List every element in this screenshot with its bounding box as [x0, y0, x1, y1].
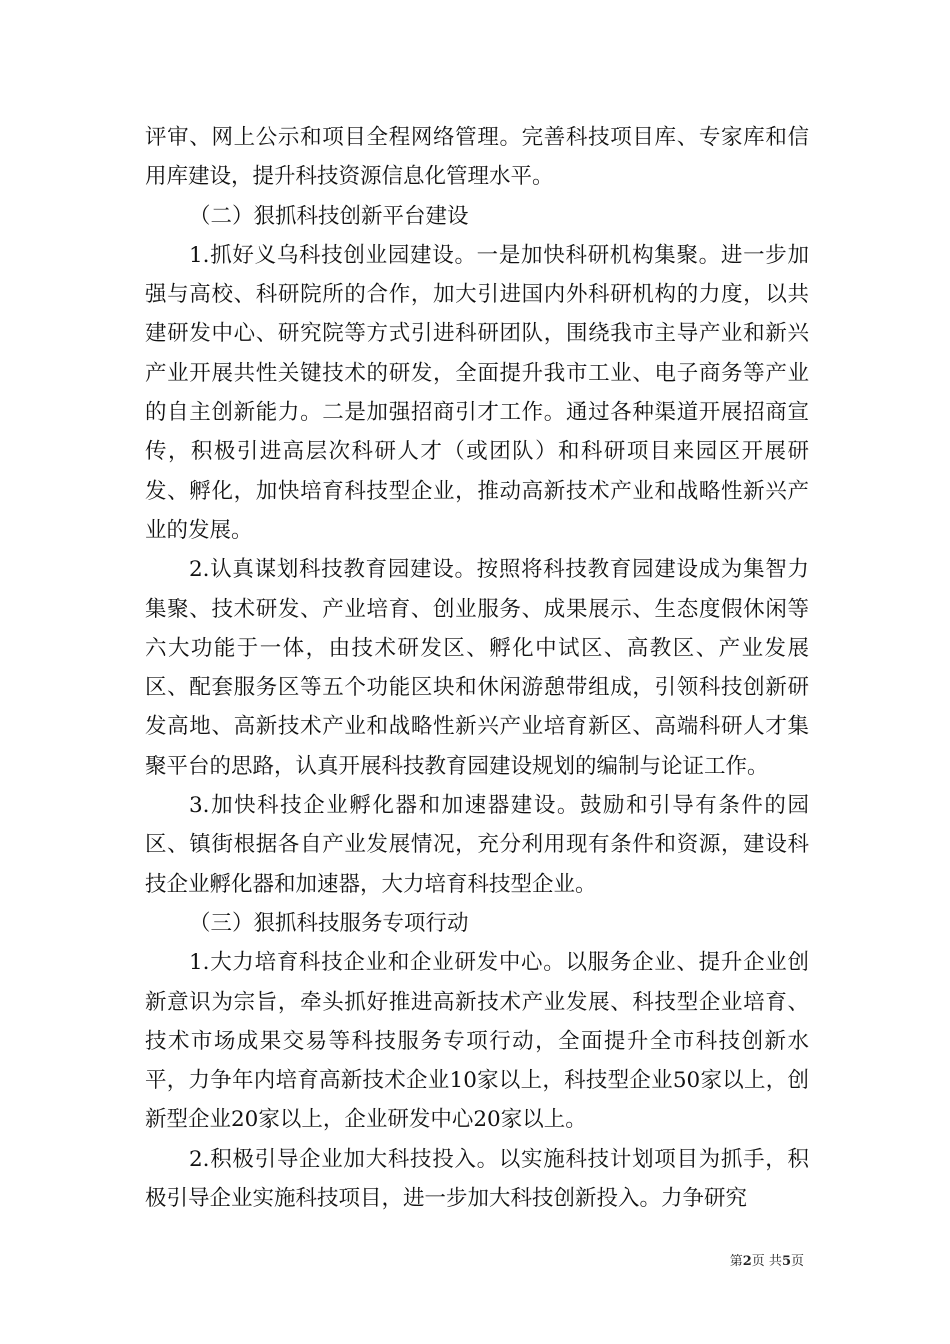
paragraph-tech-investment: 2.积极引导企业加大科技投入。以实施科技计划项目为抓手，积极引导企业实施科技项目，进一步加大科技创新投入。力争研究	[145, 1146, 809, 1212]
page-number	[730, 1250, 804, 1269]
page-number-prefix: 第	[729, 1254, 743, 1269]
page-number-total: 5	[781, 1254, 791, 1269]
paragraph-incubator: 3.加快科技企业孵化器和加速器建设。鼓励和引导有条件的园区、镇街根据各自产业发展情况，充分利用现有条件和资源，建设科技企业孵化器和加速器，大力培育科技型企业。	[145, 793, 809, 897]
section-heading-2: （二）狠抓科技创新平台建设	[189, 203, 469, 229]
paragraph-tech-park: 1.抓好义乌科技创业园建设。一是加快科研机构集聚。进一步加强与高校、科研院所的合作，加大引进国内外科研机构的力度，以共建研发中心、研究院等方式引进科研团队，围绕我市主导产业和新兴产业开展共性关键技术的研发，全面提升我市工业、电子商务等产业的自主创新能力。二是加强招商引才工作。通过各种渠道开展招商宣传，积极引进高层次科研人才（或团队）和科研项目来园区开展研发、孵化，加快培育科技型企业，推动高新技术产业和战略性新兴产业的发展。	[145, 242, 809, 543]
section-heading-3: （三）狠抓科技服务专项行动	[189, 910, 469, 936]
page-number-middle: 页 共	[751, 1254, 782, 1269]
page-number-suffix: 页	[790, 1254, 804, 1269]
page-number-current: 2	[742, 1254, 752, 1269]
document-body	[145, 118, 809, 1218]
paragraph-education-park: 2.认真谋划科技教育园建设。按照将科技教育园建设成为集智力集聚、技术研发、产业培育、创业服务、成果展示、生态度假休闲等六大功能于一体，由技术研发区、孵化中试区、高教区、产业发展区、配套服务区等五个功能区块和休闲游憩带组成，引领科技创新研发高地、高新技术产业和战略性新兴产业培育新区、高端科研人才集聚平台的思路，认真开展科技教育园建设规划的编制与论证工作。	[145, 557, 809, 779]
paragraph-rd-centers: 1.大力培育科技企业和企业研发中心。以服务企业、提升企业创新意识为宗旨，牵头抓好推进高新技术产业发展、科技型企业培育、技术市场成果交易等科技服务专项行动，全面提升全市科技创新水平，力争年内培育高新技术企业10家以上，科技型企业50家以上，创新型企业20家以上，企业研发中心20家以上。	[145, 950, 809, 1133]
paragraph-continuation: 评审、网上公示和项目全程网络管理。完善科技项目库、专家库和信用库建设，提升科技资源信息化管理水平。	[145, 125, 809, 190]
